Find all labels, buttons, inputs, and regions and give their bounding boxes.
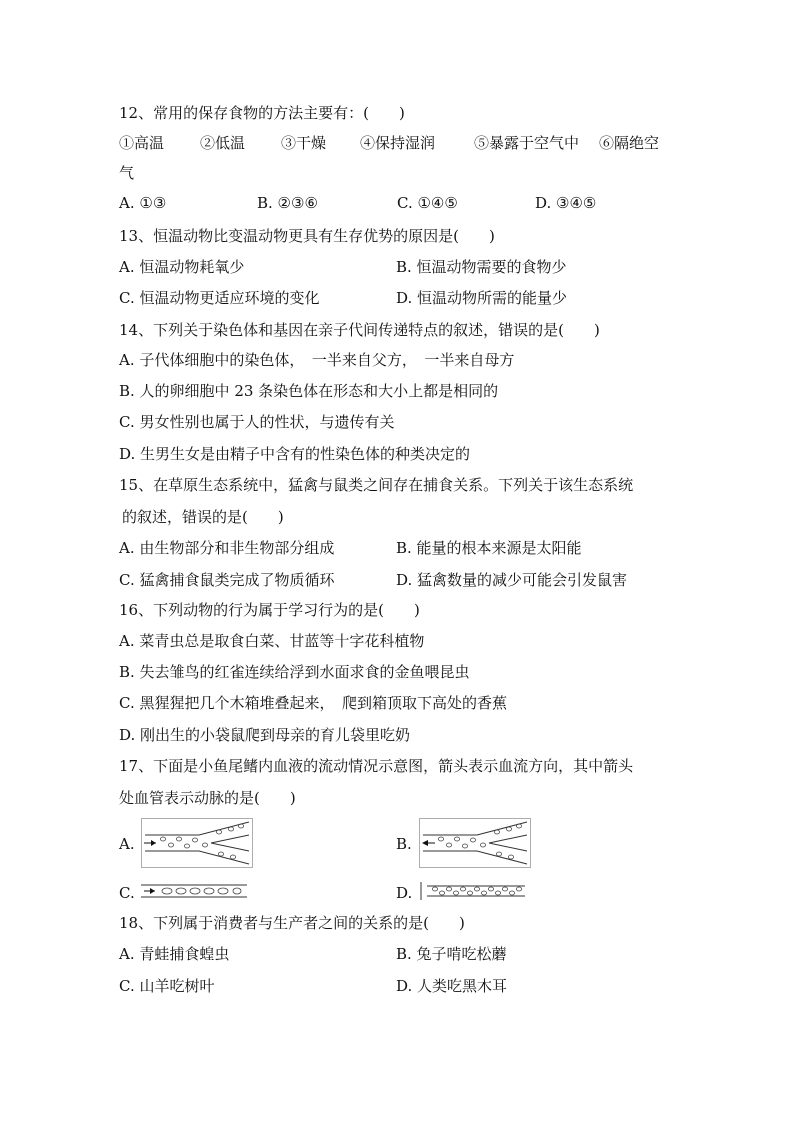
q17-diagram-d [419, 880, 525, 902]
q16-stem: 16、下列动物的行为属于学习行为的是( ) [119, 601, 420, 619]
q14-option-c: C. 男女性别也属于人的性状，与遗传有关 [119, 413, 395, 431]
q12-item-6: ⑥隔绝空 [599, 134, 660, 152]
q18-option-a: A. 青蛙捕食蝗虫 [119, 945, 230, 963]
q12-option-a: A. ①③ [119, 194, 167, 212]
q15-option-c: C. 猛禽捕食鼠类完成了物质循环 [119, 571, 335, 589]
q17-option-b: B. [396, 835, 412, 853]
q13-stem: 13、恒温动物比变温动物更具有生存优势的原因是( ) [119, 227, 495, 245]
q15-stem-wrap: 的叙述，错误的是( ) [122, 508, 284, 526]
q17-diagram-a [141, 818, 253, 868]
q17-option-a: A. [119, 835, 135, 853]
q12-item-2: ②低温 [200, 134, 246, 152]
q14-option-b: B. 人的卵细胞中 23 条染色体在形态和大小上都是相同的 [119, 382, 499, 400]
q16-option-b: B. 失去雏鸟的红雀连续给浮到水面求食的金鱼喂昆虫 [119, 663, 470, 681]
q17-stem: 17、下面是小鱼尾鳍内血液的流动情况示意图，箭头表示血流方向，其中箭头 [119, 757, 634, 775]
q16-option-c: C. 黑猩猩把几个木箱堆叠起来， 爬到箱顶取下高处的香蕉 [119, 694, 507, 712]
q17-diagram-b [419, 818, 531, 868]
q12-option-d: D. ③④⑤ [535, 194, 597, 212]
q18-option-b: B. 兔子啃吃松蘑 [396, 945, 507, 963]
q18-option-c: C. 山羊吃树叶 [119, 977, 215, 995]
q12-item-4: ④保持湿润 [360, 134, 436, 152]
q17-diagram-c [141, 880, 247, 902]
q17-option-d: D. [396, 884, 413, 902]
q13-option-a: A. 恒温动物耗氧少 [119, 258, 245, 276]
q14-option-d: D. 生男生女是由精子中含有的性染色体的种类决定的 [119, 445, 471, 463]
q12-option-c: C. ①④⑤ [397, 194, 458, 212]
q17-option-c: C. [119, 884, 135, 902]
q16-option-a: A. 菜青虫总是取食白菜、甘蓝等十字花科植物 [119, 632, 425, 650]
q12-item-3: ③干燥 [281, 134, 327, 152]
q18-option-d: D. 人类吃黑木耳 [396, 977, 508, 995]
q12-option-b: B. ②③⑥ [257, 194, 318, 212]
q15-option-d: D. 猛禽数量的减少可能会引发鼠害 [396, 571, 628, 589]
q15-option-b: B. 能量的根本来源是太阳能 [396, 539, 582, 557]
q12-items-wrap: 气 [119, 164, 135, 182]
q15-stem: 15、在草原生态系统中，猛禽与鼠类之间存在捕食关系。下列关于该生态系统 [119, 476, 634, 494]
q13-option-c: C. 恒温动物更适应环境的变化 [119, 289, 320, 307]
q16-option-d: D. 刚出生的小袋鼠爬到母亲的育儿袋里吃奶 [119, 726, 411, 744]
q15-option-a: A. 由生物部分和非生物部分组成 [119, 539, 335, 557]
q14-stem: 14、下列关于染色体和基因在亲子代间传递特点的叙述，错误的是( ) [119, 321, 600, 339]
q18-stem: 18、下列属于消费者与生产者之间的关系的是( ) [119, 914, 465, 932]
q13-option-b: B. 恒温动物需要的食物少 [396, 258, 567, 276]
q14-option-a: A. 子代体细胞中的染色体， 一半来自父方， 一半来自母方 [119, 351, 515, 369]
q13-option-d: D. 恒温动物所需的能量少 [396, 289, 568, 307]
q12-item-1: ①高温 [119, 134, 165, 152]
q17-stem-wrap: 处血管表示动脉的是( ) [119, 789, 296, 807]
q12-stem: 12、常用的保存食物的方法主要有：( ) [119, 104, 405, 122]
q12-item-5: ⑤暴露于空气中 [474, 134, 580, 152]
